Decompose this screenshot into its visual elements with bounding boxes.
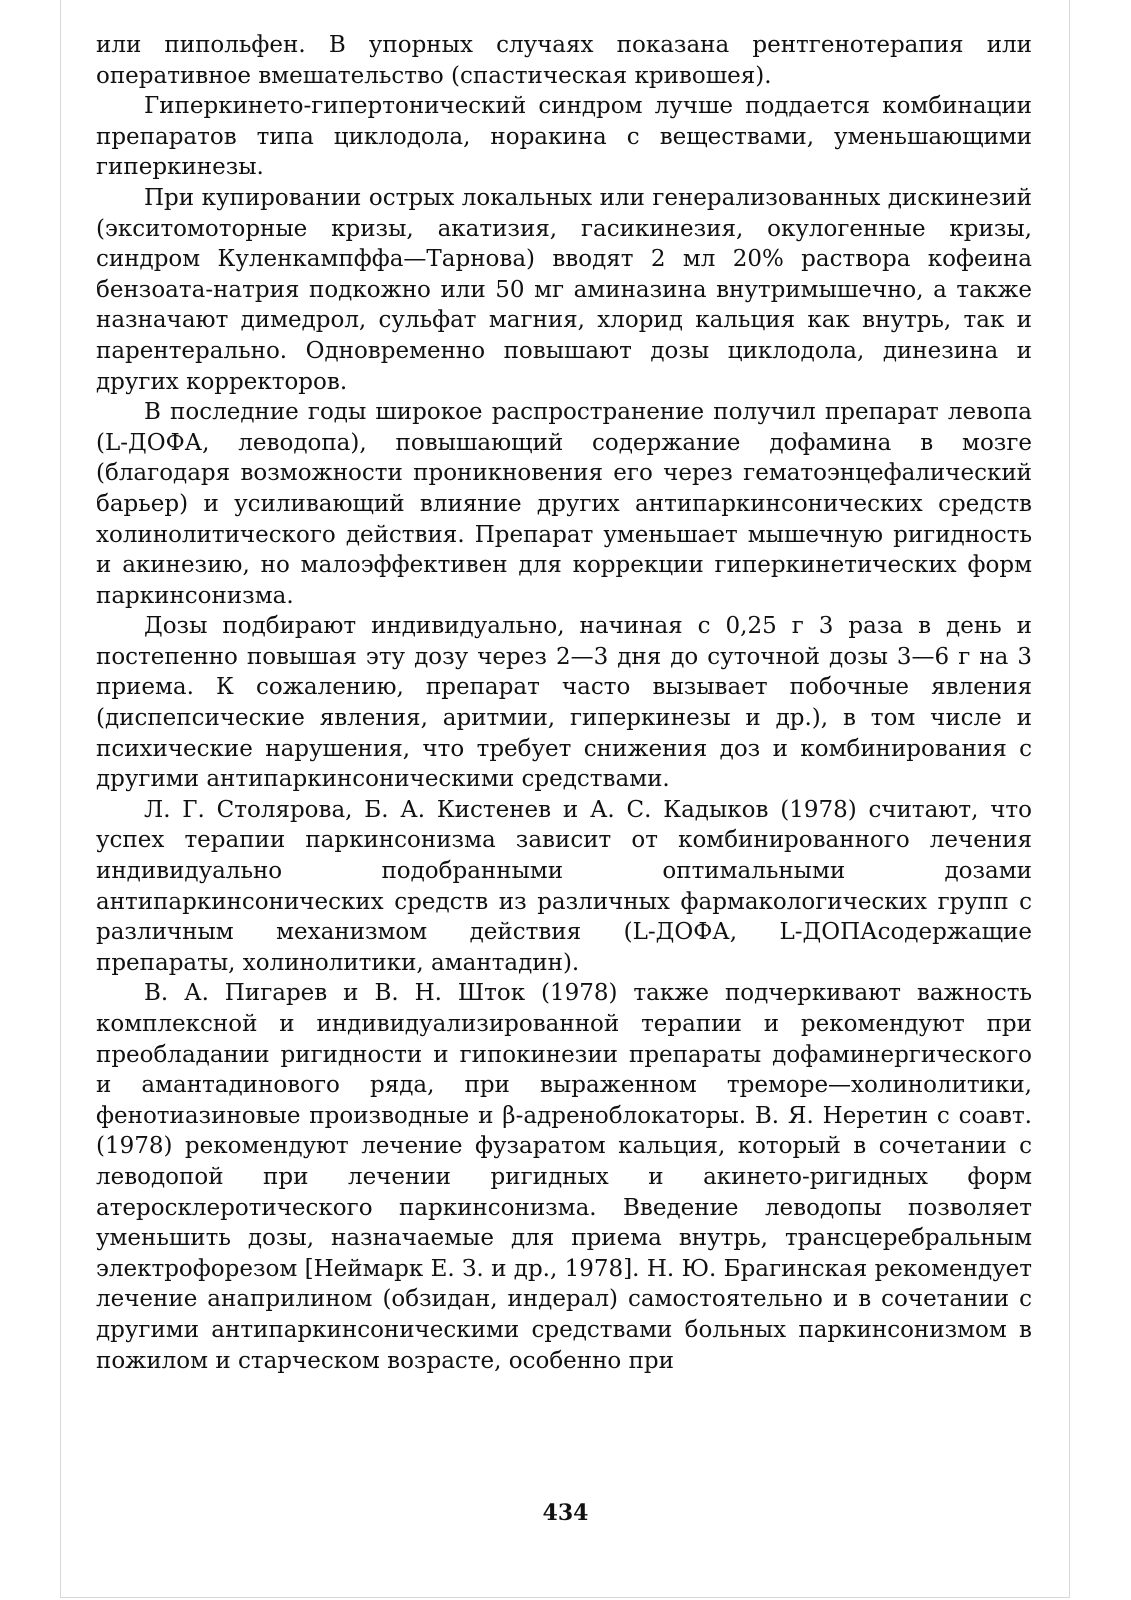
paragraph-dosage: Дозы подбирают индивидуально, начиная с 0,25 г 3 раза в день и постепенно повышая эту дозу через 2—3 дня до суточной дозы 3—6 г на 3 приема. К сожалению, препарат часто вызывает побочные явления (диспепсические явления, аритмии, гиперкинезы и др.), в том числе и психические нарушения, что требует снижения доз и комбинирования с другими антипаркинсоническими средствами.: [96, 613, 1032, 793]
paragraph-stolyarova: Л. Г. Столярова, Б. А. Кистенев и А. С. Кадыков (1978) считают, что успех терапии паркинсонизма зависит от комбинированного лечения индивидуально подобранными оптимальными дозами антипаркинсонических средств из различных фармакологических групп с различным механизмом действия (L-ДОФА, L-ДОПАсодержащие препараты, холинолитики, амантадин).: [96, 796, 1032, 976]
paragraph-continuation: или пипольфен. В упорных случаях показана рентгенотерапия или оперативное вмешательство (спастическая кривошея).: [96, 32, 1032, 89]
paragraph-hyperkinetic-syndrome: Гиперкинето-гипертонический синдром лучше поддается комбинации препаратов типа циклодола, норакина с веществами, уменьшающими гиперкинезы.: [96, 93, 1032, 181]
page-number: 434: [542, 1500, 589, 1526]
body-text: [96, 30, 1032, 1376]
paragraph-pigarev: В. А. Пигарев и В. Н. Шток (1978) также подчеркивают важность комплексной и индивидуализированной терапии и рекомендуют при преобладании ригидности и гипокинезии препараты дофаминергического и амантадинового ряда, при выраженном треморе—холинолитики, фенотиазиновые производные и β-адреноблокаторы. В. Я. Неретин с соавт. (1978) рекомендуют лечение фузаратом кальция, который в сочетании с леводопой при лечении ригидных и акинето-ригидных форм атеросклеротического паркинсонизма. Введение леводопы позволяет уменьшить дозы, назначаемые для приема внутрь, трансцеребральным электрофорезом [Неймарк Е. З. и др., 1978]. Н. Ю. Брагинская рекомендует лечение анаприлином (обзидан, индерал) самостоятельно и в сочетании с другими антипаркинсоническими средствами больных паркинсонизмом в пожилом и старческом возрасте, особенно при: [96, 980, 1032, 1374]
paragraph-levodopa: В последние годы широкое распространение получил препарат левопа (L-ДОФА, леводопа), повышающий содержание дофамина в мозге (благодаря возможности проникновения его через гематоэнцефалический барьер) и усиливающий влияние других антипаркинсонических средств холинолитического действия. Препарат уменьшает мышечную ригидность и акинезию, но малоэффективен для коррекции гиперкинетических форм паркинсонизма.: [96, 399, 1032, 609]
paragraph-dyskinesia-treatment: При купировании острых локальных или генерализованных дискинезий (экситомоторные кризы, акатизия, гасикинезия, окулогенные кризы, синдром Куленкампффа—Тарнова) вводят 2 мл 20% раствора кофеина бензоата-натрия подкожно или 50 мг аминазина внутримышечно, а также назначают димедрол, сульфат магния, хлорид кальция как внутрь, так и парентерально. Одновременно повышают дозы циклодола, динезина и других корректоров.: [96, 184, 1032, 395]
